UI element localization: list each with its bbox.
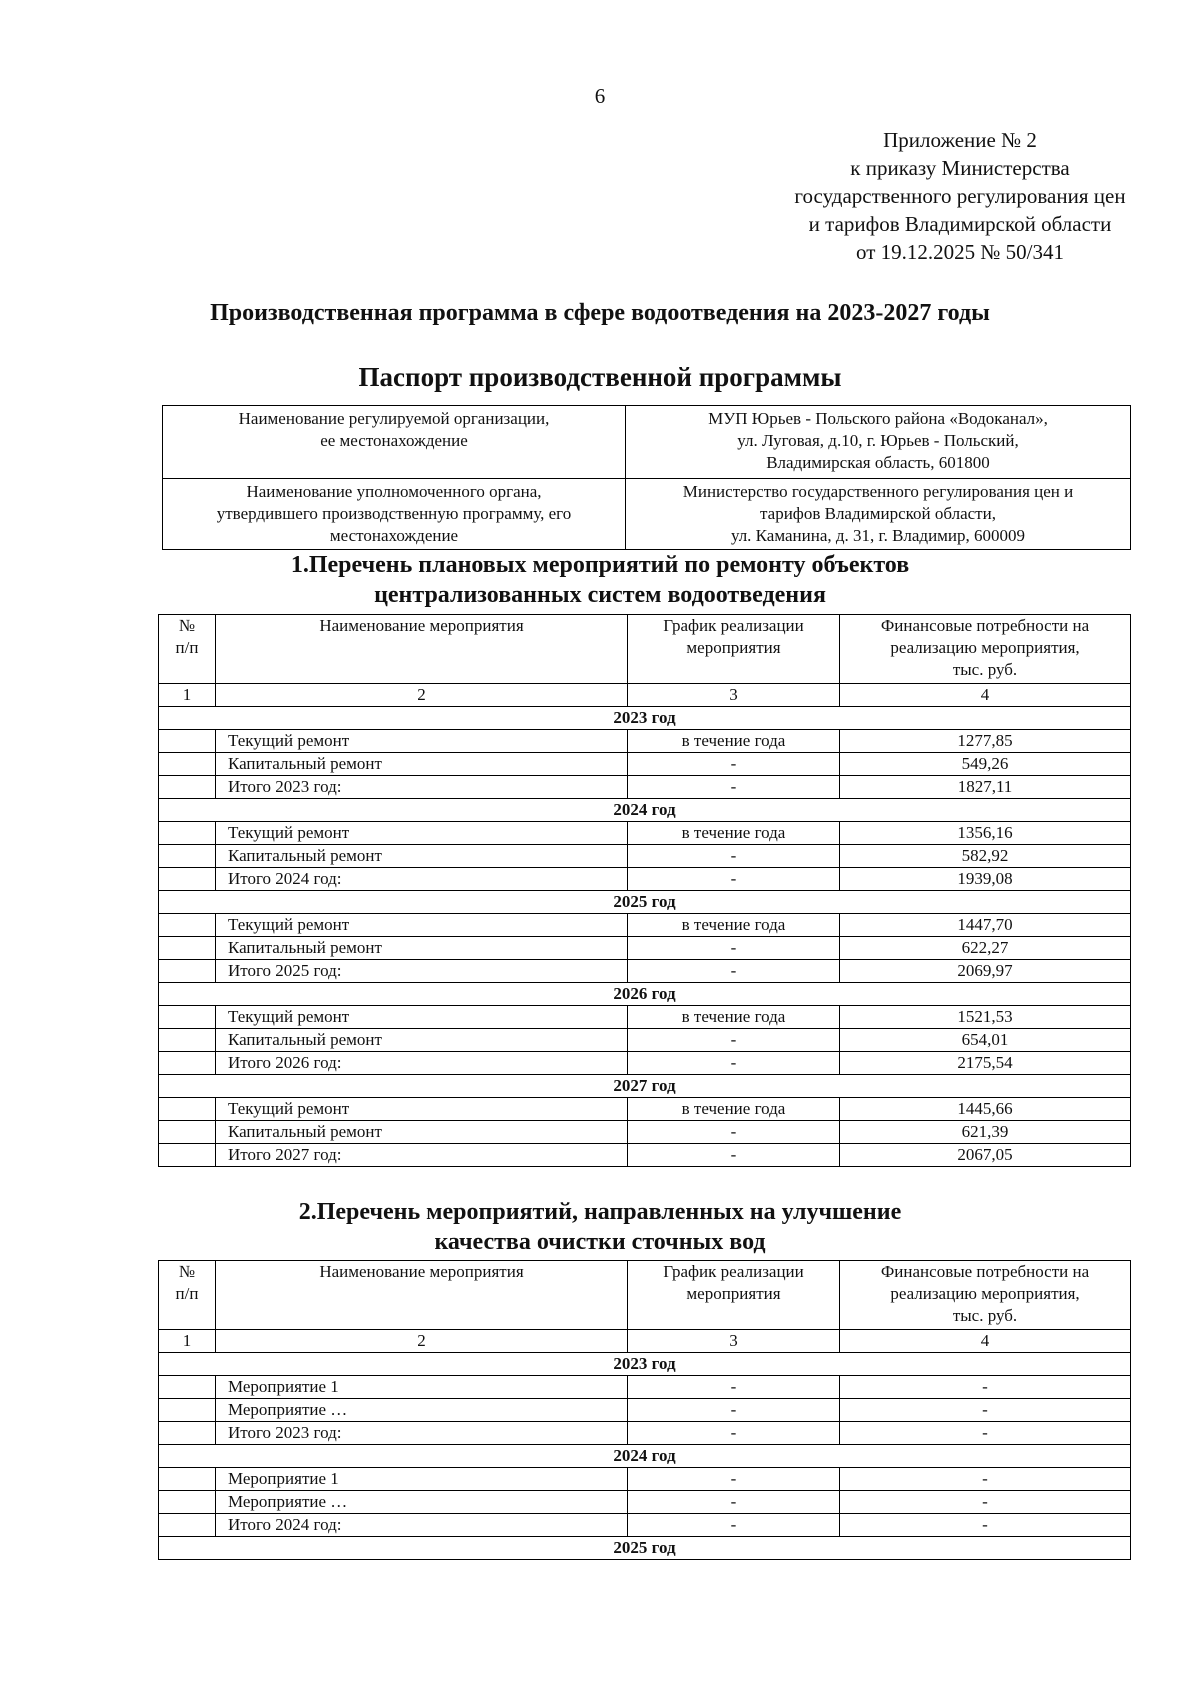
passport-text: МУП Юрьев - Польского района «Водоканал», xyxy=(708,409,1048,428)
passport-text: утвердившего производственную программу, его xyxy=(216,504,572,523)
header-cell xyxy=(159,1261,216,1330)
event-cost: - xyxy=(840,1422,1131,1445)
passport-label xyxy=(163,479,626,550)
event-name: Текущий ремонт xyxy=(216,1098,628,1121)
table-header-row xyxy=(159,1261,1131,1330)
header-text: мероприятия xyxy=(686,638,781,657)
event-name: Текущий ремонт xyxy=(216,914,628,937)
event-cost: 582,92 xyxy=(840,845,1131,868)
appendix-line: государственного регулирования цен xyxy=(794,184,1126,208)
header-text: п/п xyxy=(175,1284,199,1303)
event-schedule: - xyxy=(628,960,840,983)
column-number: 4 xyxy=(840,684,1131,707)
row-number-cell xyxy=(159,1006,216,1029)
event-cost: - xyxy=(840,1399,1131,1422)
appendix-line: к приказу Министерства xyxy=(850,156,1070,180)
event-name: Капитальный ремонт xyxy=(216,753,628,776)
table-row xyxy=(159,1491,1131,1514)
passport-text: Наименование уполномоченного органа, xyxy=(246,482,542,501)
header-text: № xyxy=(178,1262,196,1281)
event-schedule: - xyxy=(628,1491,840,1514)
section-2-title xyxy=(0,1197,1200,1257)
treatment-events-table xyxy=(158,1260,1131,1560)
passport-row xyxy=(163,406,1131,479)
event-schedule: - xyxy=(628,1376,840,1399)
section-title-line: 2.Перечень мероприятий, направленных на улучшение xyxy=(298,1199,902,1225)
event-schedule: в течение года xyxy=(628,1098,840,1121)
header-text: График реализации xyxy=(663,616,804,635)
event-cost: 1356,16 xyxy=(840,822,1131,845)
row-number-cell xyxy=(159,914,216,937)
year-label: 2023 год xyxy=(159,707,1131,730)
row-number-cell xyxy=(159,845,216,868)
passport-text: Министерство государственного регулирования цен и xyxy=(682,482,1074,501)
header-text: реализацию мероприятия, xyxy=(890,1284,1080,1303)
table-row xyxy=(159,845,1131,868)
event-cost: 621,39 xyxy=(840,1121,1131,1144)
table-row xyxy=(159,730,1131,753)
year-row xyxy=(159,707,1131,730)
event-cost: - xyxy=(840,1514,1131,1537)
row-number-cell xyxy=(159,1399,216,1422)
column-number-row xyxy=(159,1330,1131,1353)
event-cost: 2067,05 xyxy=(840,1144,1131,1167)
passport-text: Наименование регулируемой организации, xyxy=(238,409,550,428)
row-number-cell xyxy=(159,1144,216,1167)
row-number-cell xyxy=(159,868,216,891)
table-row xyxy=(159,868,1131,891)
event-name: Мероприятие … xyxy=(216,1399,628,1422)
event-name: Итого 2025 год: xyxy=(216,960,628,983)
event-name: Капитальный ремонт xyxy=(216,1121,628,1144)
header-text: тыс. руб. xyxy=(952,1306,1018,1325)
passport-value xyxy=(626,479,1131,550)
event-cost: 1827,11 xyxy=(840,776,1131,799)
event-schedule: - xyxy=(628,868,840,891)
event-cost: - xyxy=(840,1468,1131,1491)
section-title-line: централизованных систем водоотведения xyxy=(374,582,826,608)
page-number: 6 xyxy=(594,84,606,108)
header-cell xyxy=(216,615,628,684)
event-name: Капитальный ремонт xyxy=(216,937,628,960)
year-row xyxy=(159,1075,1131,1098)
event-cost: 1445,66 xyxy=(840,1098,1131,1121)
event-schedule: - xyxy=(628,845,840,868)
repair-events-table xyxy=(158,614,1131,1167)
row-number-cell xyxy=(159,822,216,845)
event-schedule: - xyxy=(628,1029,840,1052)
event-cost: 549,26 xyxy=(840,753,1131,776)
row-number-cell xyxy=(159,1098,216,1121)
row-number-cell xyxy=(159,1121,216,1144)
event-name: Итого 2026 год: xyxy=(216,1052,628,1075)
event-name: Мероприятие … xyxy=(216,1491,628,1514)
row-number-cell xyxy=(159,1422,216,1445)
header-cell xyxy=(216,1261,628,1330)
event-schedule: в течение года xyxy=(628,914,840,937)
column-number: 3 xyxy=(628,1330,840,1353)
year-row xyxy=(159,799,1131,822)
table-row xyxy=(159,1052,1131,1075)
passport-text: тарифов Владимирской области, xyxy=(760,504,996,523)
passport-table xyxy=(162,405,1131,550)
header-text: Наименование мероприятия xyxy=(319,616,524,635)
header-text: п/п xyxy=(175,638,199,657)
column-number: 1 xyxy=(159,1330,216,1353)
table-row xyxy=(159,1121,1131,1144)
table-row xyxy=(159,914,1131,937)
header-text: Финансовые потребности на xyxy=(880,616,1090,635)
table-row xyxy=(159,1376,1131,1399)
document-title: Производственная программа в сфере водоотведения на 2023-2027 годы xyxy=(210,300,990,326)
event-schedule: - xyxy=(628,1144,840,1167)
year-label: 2023 год xyxy=(159,1353,1131,1376)
passport-row xyxy=(163,479,1131,550)
row-number-cell xyxy=(159,776,216,799)
row-number-cell xyxy=(159,1468,216,1491)
header-text: мероприятия xyxy=(686,1284,781,1303)
passport-text: местонахождение xyxy=(329,526,459,545)
year-label: 2026 год xyxy=(159,983,1131,1006)
header-text: № xyxy=(178,616,196,635)
row-number-cell xyxy=(159,753,216,776)
table-row xyxy=(159,960,1131,983)
passport-value xyxy=(626,406,1131,479)
header-text: реализацию мероприятия, xyxy=(890,638,1080,657)
header-cell xyxy=(159,615,216,684)
year-label: 2025 год xyxy=(159,1537,1131,1560)
table-row xyxy=(159,1144,1131,1167)
header-cell xyxy=(628,1261,840,1330)
event-schedule: - xyxy=(628,1468,840,1491)
row-number-cell xyxy=(159,1514,216,1537)
appendix-line: от 19.12.2025 № 50/341 xyxy=(855,240,1065,264)
event-schedule: - xyxy=(628,1052,840,1075)
column-number: 1 xyxy=(159,684,216,707)
header-cell xyxy=(840,615,1131,684)
event-name: Текущий ремонт xyxy=(216,730,628,753)
column-number: 3 xyxy=(628,684,840,707)
table-row xyxy=(159,1422,1131,1445)
header-text: Финансовые потребности на xyxy=(880,1262,1090,1281)
appendix-line: Приложение № 2 xyxy=(883,128,1037,152)
event-name: Капитальный ремонт xyxy=(216,845,628,868)
section-title-line: качества очистки сточных вод xyxy=(434,1229,766,1255)
event-schedule: - xyxy=(628,1422,840,1445)
table-row xyxy=(159,1098,1131,1121)
event-schedule: в течение года xyxy=(628,822,840,845)
table-row xyxy=(159,1399,1131,1422)
table-row xyxy=(159,776,1131,799)
event-cost: 2069,97 xyxy=(840,960,1131,983)
table-row xyxy=(159,822,1131,845)
year-label: 2027 год xyxy=(159,1075,1131,1098)
year-row xyxy=(159,891,1131,914)
column-number: 2 xyxy=(216,684,628,707)
passport-text: ее местонахождение xyxy=(320,431,468,450)
section-1-title xyxy=(0,550,1200,610)
event-schedule: - xyxy=(628,1399,840,1422)
event-cost: - xyxy=(840,1491,1131,1514)
year-row xyxy=(159,1445,1131,1468)
event-schedule: - xyxy=(628,1514,840,1537)
appendix-line: и тарифов Владимирской области xyxy=(808,212,1112,236)
event-name: Итого 2027 год: xyxy=(216,1144,628,1167)
event-schedule: - xyxy=(628,1121,840,1144)
event-schedule: в течение года xyxy=(628,1006,840,1029)
event-cost: - xyxy=(840,1376,1131,1399)
table-row xyxy=(159,753,1131,776)
header-cell xyxy=(840,1261,1131,1330)
event-schedule: в течение года xyxy=(628,730,840,753)
event-name: Капитальный ремонт xyxy=(216,1029,628,1052)
event-cost: 622,27 xyxy=(840,937,1131,960)
year-label: 2025 год xyxy=(159,891,1131,914)
event-cost: 1277,85 xyxy=(840,730,1131,753)
event-cost: 2175,54 xyxy=(840,1052,1131,1075)
event-schedule: - xyxy=(628,937,840,960)
header-text: Наименование мероприятия xyxy=(319,1262,524,1281)
header-cell xyxy=(628,615,840,684)
row-number-cell xyxy=(159,960,216,983)
event-name: Текущий ремонт xyxy=(216,822,628,845)
column-number: 4 xyxy=(840,1330,1131,1353)
table-header-row xyxy=(159,615,1131,684)
passport-text: Владимирская область, 601800 xyxy=(766,453,990,472)
passport-text: ул. Каманина, д. 31, г. Владимир, 600009 xyxy=(730,526,1026,545)
appendix-note xyxy=(740,126,1180,266)
event-name: Итого 2023 год: xyxy=(216,776,628,799)
row-number-cell xyxy=(159,1029,216,1052)
event-schedule: - xyxy=(628,776,840,799)
row-number-cell xyxy=(159,1376,216,1399)
row-number-cell xyxy=(159,1052,216,1075)
event-name: Мероприятие 1 xyxy=(216,1468,628,1491)
year-row xyxy=(159,983,1131,1006)
event-name: Итого 2024 год: xyxy=(216,1514,628,1537)
table-row xyxy=(159,1514,1131,1537)
header-text: График реализации xyxy=(663,1262,804,1281)
event-name: Текущий ремонт xyxy=(216,1006,628,1029)
table-row xyxy=(159,937,1131,960)
passport-title: Паспорт производственной программы xyxy=(358,362,842,392)
header-text: тыс. руб. xyxy=(952,660,1018,679)
table-row xyxy=(159,1468,1131,1491)
passport-label xyxy=(163,406,626,479)
row-number-cell xyxy=(159,730,216,753)
passport-text: ул. Луговая, д.10, г. Юрьев - Польский, xyxy=(737,431,1019,450)
column-number: 2 xyxy=(216,1330,628,1353)
event-name: Мероприятие 1 xyxy=(216,1376,628,1399)
event-schedule: - xyxy=(628,753,840,776)
event-cost: 1939,08 xyxy=(840,868,1131,891)
year-row xyxy=(159,1353,1131,1376)
table-row xyxy=(159,1029,1131,1052)
event-cost: 1521,53 xyxy=(840,1006,1131,1029)
row-number-cell xyxy=(159,937,216,960)
year-row xyxy=(159,1537,1131,1560)
table-row xyxy=(159,1006,1131,1029)
event-name: Итого 2024 год: xyxy=(216,868,628,891)
row-number-cell xyxy=(159,1491,216,1514)
year-label: 2024 год xyxy=(159,1445,1131,1468)
event-cost: 1447,70 xyxy=(840,914,1131,937)
column-number-row xyxy=(159,684,1131,707)
event-cost: 654,01 xyxy=(840,1029,1131,1052)
section-title-line: 1.Перечень плановых мероприятий по ремонту объектов xyxy=(290,552,910,578)
event-name: Итого 2023 год: xyxy=(216,1422,628,1445)
year-label: 2024 год xyxy=(159,799,1131,822)
